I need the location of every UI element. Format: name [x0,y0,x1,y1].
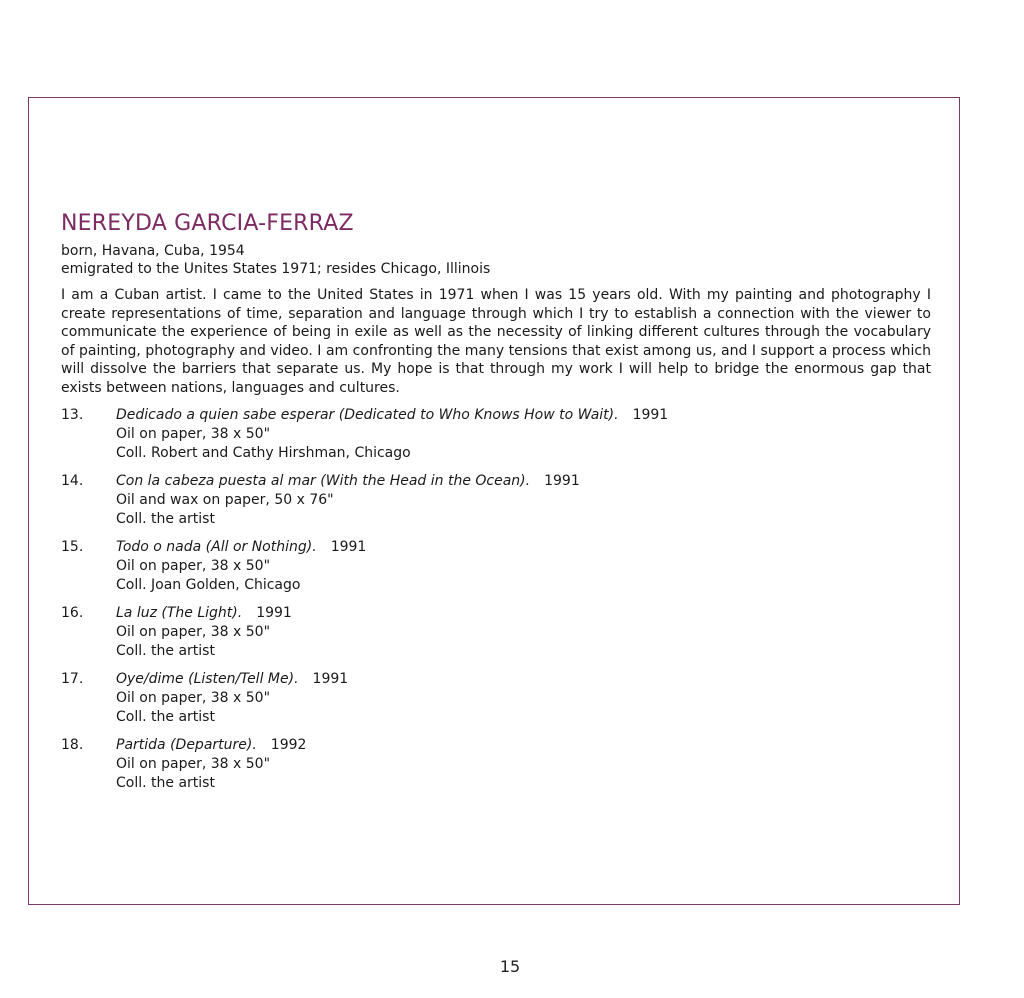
works-list [61,406,931,793]
work-medium: Oil on paper, 38 x 50" [116,623,271,640]
work-item [61,406,931,463]
work-collection: Coll. the artist [116,774,215,791]
work-title: Dedicado a quien sabe esperar (Dedicated to Who Knows How to Wait). [116,406,619,423]
work-medium: Oil on paper, 38 x 50" [116,425,271,442]
work-year: 1991 [312,670,349,687]
work-title: Partida (Departure). [116,736,257,753]
work-collection: Coll. Joan Golden, Chicago [116,576,301,593]
work-title: Con la cabeza puesta al mar (With the Head in the Ocean). [116,472,531,489]
work-title: La luz (The Light). [116,604,243,621]
work-item [61,472,931,529]
work-collection: Coll. Robert and Cathy Hirshman, Chicago [116,444,411,461]
work-medium: Oil on paper, 38 x 50" [116,689,271,706]
work-number: 18. [61,736,84,753]
work-medium: Oil on paper, 38 x 50" [116,557,271,574]
work-medium: Oil on paper, 38 x 50" [116,755,271,772]
work-year: 1991 [544,472,580,489]
artist-name: NEREYDA GARCIA-FERRAZ [61,211,354,236]
catalog-entry [61,210,931,802]
work-number: 15. [61,538,84,555]
work-number: 13. [61,406,84,423]
work-item [61,736,931,793]
artist-birth: born, Havana, Cuba, 1954 [61,243,245,259]
work-collection: Coll. the artist [116,642,215,659]
work-collection: Coll. the artist [116,510,215,527]
page-number: 15 [499,957,521,976]
work-number: 14. [61,472,84,489]
artist-statement: I am a Cuban artist. I came to the United States in 1971 when I was 15 years old. With my painting and photography I create representations of time, separation and language through which I try to establish a connection with the viewer to communicate the experience of being in exile as well as the necessity of linking different cultures through the vocabulary of painting, photography and video. I am confronting the many tensions that exist among us, and I support a process which will dissolve the barriers that separate us. My hope is that through my work I will help to bridge the enormous gap that exists between nations, languages and cultures. [61,287,931,396]
work-item [61,670,931,727]
work-year: 1991 [330,538,367,555]
work-item [61,604,931,661]
work-year: 1992 [270,736,307,753]
work-year: 1991 [632,406,669,423]
work-title: Oye/dime (Listen/Tell Me). [116,670,299,687]
work-number: 17. [61,670,84,687]
work-item [61,538,931,595]
work-collection: Coll. the artist [116,708,215,725]
work-medium: Oil and wax on paper, 50 x 76" [116,491,334,508]
work-year: 1991 [256,604,292,621]
work-number: 16. [61,604,84,621]
artist-residence: emigrated to the Unites States 1971; resides Chicago, Illinois [61,261,491,277]
work-title: Todo o nada (All or Nothing). [116,538,317,555]
